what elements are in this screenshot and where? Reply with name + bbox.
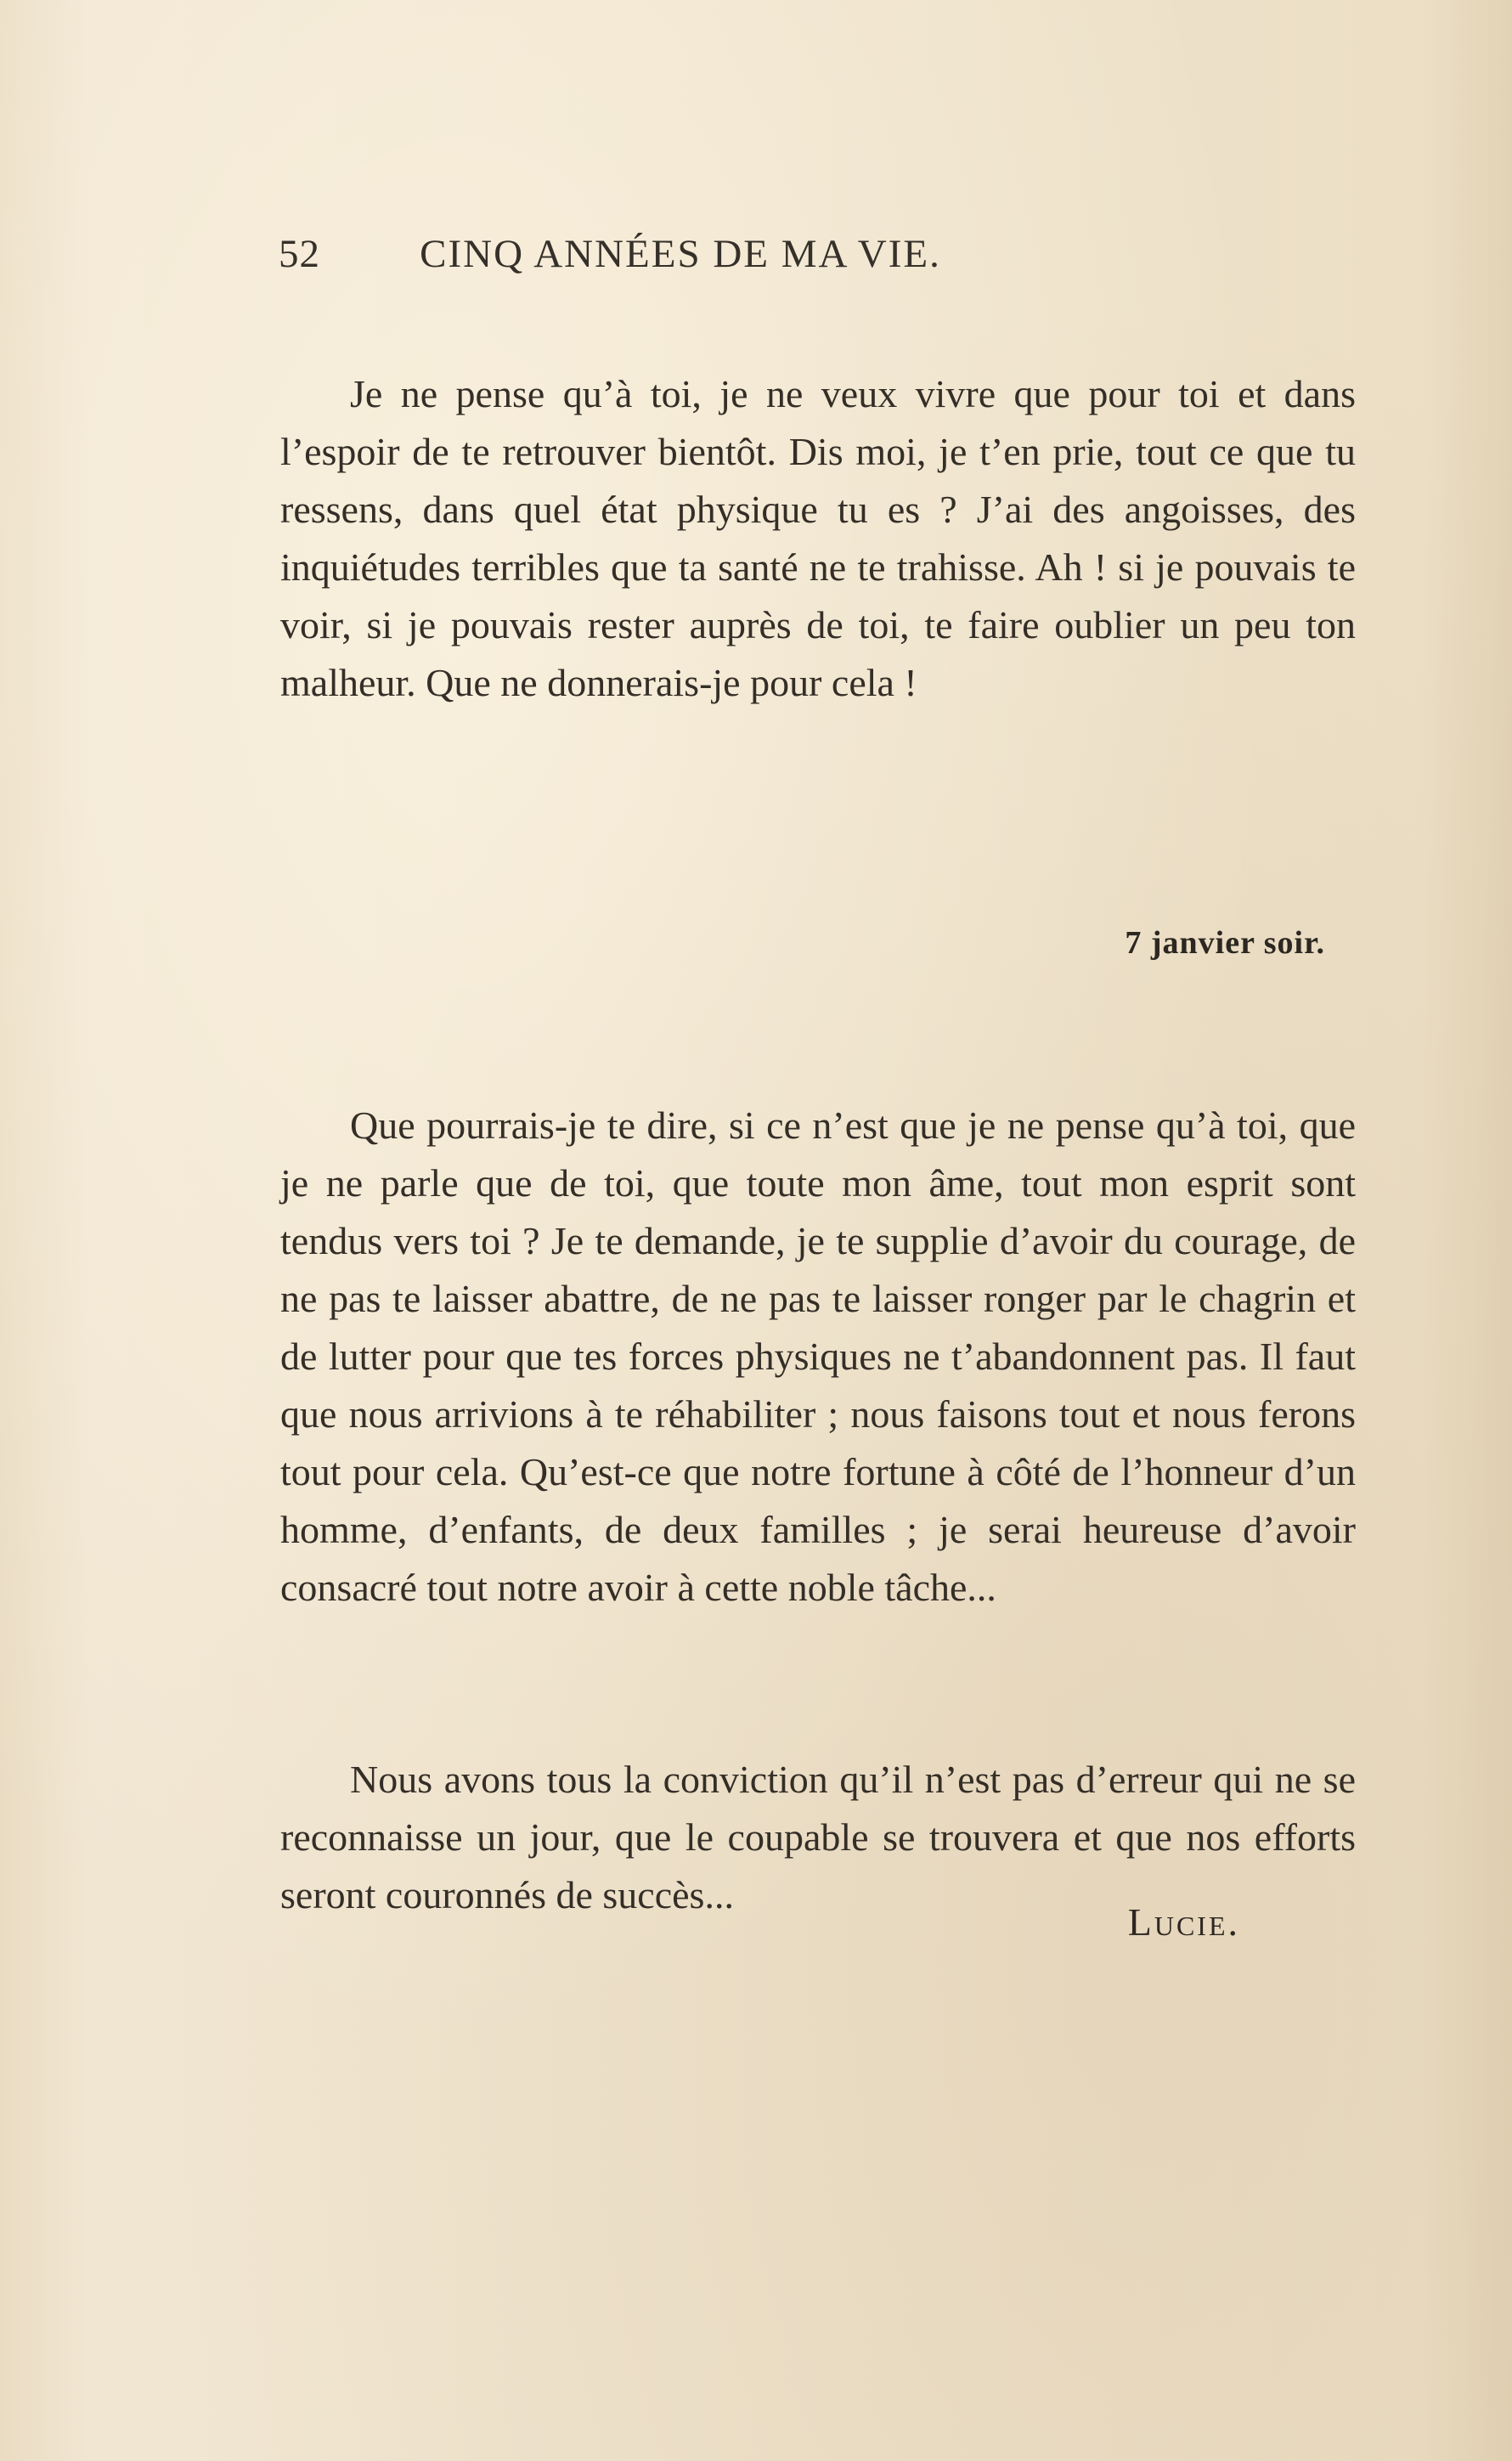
paragraph-third: Nous avons tous la conviction qu’il n’est pas d’erreur qui ne se reconnaisse un jour, que le coupable se trouvera et que nos efforts seront couronnés de succès... [280,1758,1356,1916]
page-number: 52 [279,232,320,276]
running-head [279,231,1082,282]
letter-date: 7 janvier soir. [1125,925,1325,961]
signature: Lucie. [1127,1900,1240,1944]
book-title: CINQ ANNÉES DE MA VIE. [420,232,941,276]
paragraph-second: Que pourrais-je te dire, si ce n’est que je ne pense qu’à toi, que je ne parle que de toi, que toute mon âme, tout mon esprit sont tendus vers toi ? Je te demande, je te supplie d’avoir du courage, de ne pas te laisser abattre, de ne pas te laisser ronger par le chagrin et de lutter pour que tes forces physiques ne t’abandonnent pas. Il faut que nous arrivions à te réhabiliter ; nous faisons tout et nous ferons tout pour cela. Qu’est-ce que notre fortune à côté de l’honneur d’un homme, d’enfants, de deux familles ; je serai heureuse d’avoir consacré tout notre avoir à cette noble tâche... [280,1103,1356,1609]
paragraph-first: Je ne pense qu’à toi, je ne veux vivre que pour toi et dans l’espoir de te retrouver bientôt. Dis moi, je t’en prie, tout ce que tu ressens, dans quel état physique tu es ? J’ai des angoisses, des inquiétudes terribles que ta santé ne te trahisse. Ah ! si je pouvais te voir, si je pouvais rester auprès de toi, te faire oublier un peu ton malheur. Que ne donnerais-je pour cela ! [280,372,1356,704]
